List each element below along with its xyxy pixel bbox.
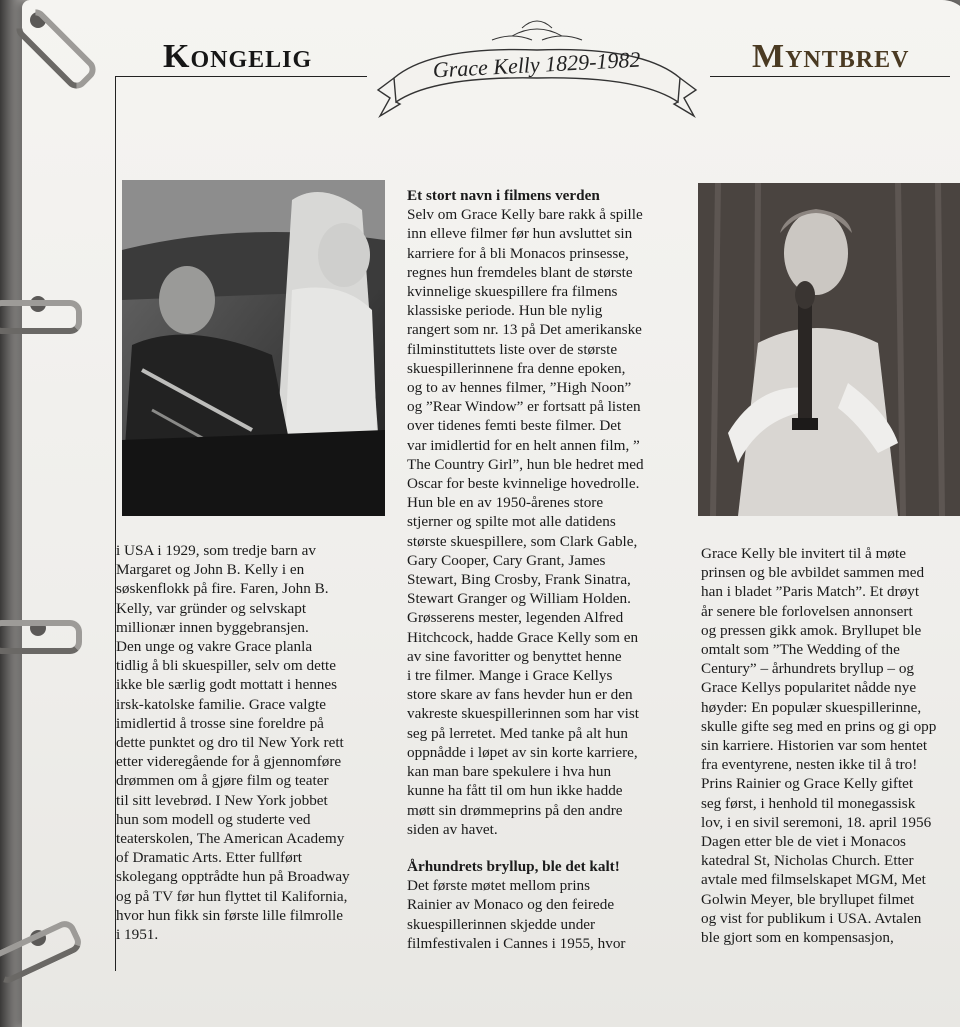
body-text: Selv om Grace Kelly bare rakk å spille inn elleve filmer før hun avsluttet sin karriere for å bli Monacos prinsesse, regnes hun fremdeles blant de største kvinnelige skuespillere fra filmens klassiske periode. Hun ble nylig rangert som nr. 13 på Det amerikanske filminstituttets liste over de største skuespillerinnene fra denne epoken, og to av hennes filmer, ”High Noon” og ”Rear Window” er fortsatt på listen over tidenes femti beste filmer. Det var imidlertid for en helt annen film, ” The Country Girl”, hun ble hedret med Oscar for beste kvinnelige hovedrolle. Hun ble en av 1950-årenes store stjerner og spilte mot alle datidens største skuespillere, som Clark Gable, Gary Cooper, Cary Grant, James Stewart, Bing Crosby, Frank Sinatra, Stewart Granger og William Holden. Grøsserens mester, legenden Alfred Hitchcock, hadde Grace Kelly som en av sine favoritter og benyttet henne i tre filmer. Mange i Grace Kellys store skare av fans hevder hun er den vakreste skuespillerinnen som har vist seg på lerretet. Med tanke på alt hun oppnådde i løpet av sin korte karriere, kan man bare spekulere i hva hun kunne ha fått til om hun ikke hadde møtt sin drømmeprins på den andre siden av havet. (407, 206, 644, 838)
body-text: Det første møtet mellom prins Rainier av Monaco og den feirede skuespillerinnen skjedde under filmfestivalen i Cannes i 1955, hvor (407, 877, 626, 952)
divider (710, 76, 950, 77)
body-text: i USA i 1929, som tredje barn av Margaret og John B. Kelly i en søskenflokk på fire. Faren, John B. Kelly, var gründer og selvskapt millionær innen byggebransjen. Den unge og vakre Grace planla tidlig å bli skuespiller, selv om dette ikke ble særlig godt mottatt i hennes irsk-katolske familie. Grace valgte imidlertid å trosse sine foreldre på dette punktet og dro til New York rett etter videregående for å gjennomføre drømmen om å gjøre film og teater til sitt levebrød. I New York jobbet hun som modell og studerte ved teaterskolen, The American Academy of Dramatic Arts. Etter fullført skolegang opptrådte hun på Broadway og på TV før hun flyttet til Kalifornia, hvor hun fikk sin første lille filmrolle i 1951. (116, 542, 350, 944)
binder-ring (0, 620, 82, 654)
oscar-portrait-photo (698, 183, 960, 516)
wedding-photo (122, 180, 385, 516)
divider (115, 76, 367, 77)
section-heading: Et stort navn i filmens verden (407, 187, 600, 204)
text-column-left (116, 541, 386, 944)
binder-ring (0, 300, 82, 334)
ribbon-banner (372, 6, 702, 126)
banner-text: Grace Kelly 1829-1982 (432, 46, 641, 83)
text-column-right (701, 544, 960, 947)
section-heading: Århundrets bryllup, ble det kalt! (407, 857, 620, 875)
header-title-left: Kongelig (163, 38, 313, 75)
text-column-middle (407, 186, 687, 953)
header-title-right: Myntbrev (752, 38, 910, 75)
body-text: Grace Kelly ble invitert til å møte prinsen og ble avbildet sammen med han i bladet ”Paris Match”. Et drøyt år senere ble forlovelsen annonsert og pressen gikk amok. Bryllupet ble omtalt som ”The Wedding of the Century” – århundrets bryllup – og Grace Kellys popularitet nådde nye høyder: En populær skuespillerinne, skulle gifte seg med en prins og gi opp sin karriere. Historien var som hentet fra eventyrene, nesten ikke til å tro! Prins Rainier og Grace Kelly giftet seg først, i henhold til monegassisk lov, i en sivil seremoni, 18. april 1956 Dagen etter ble de viet i Monacos katedral St, Nicholas Church. Etter avtale med filmselskapet MGM, Met Golwin Meyer, ble bryllupet filmet og vist for publikum i USA. Avtalen ble gjort som en kompensasjon, (701, 545, 937, 947)
